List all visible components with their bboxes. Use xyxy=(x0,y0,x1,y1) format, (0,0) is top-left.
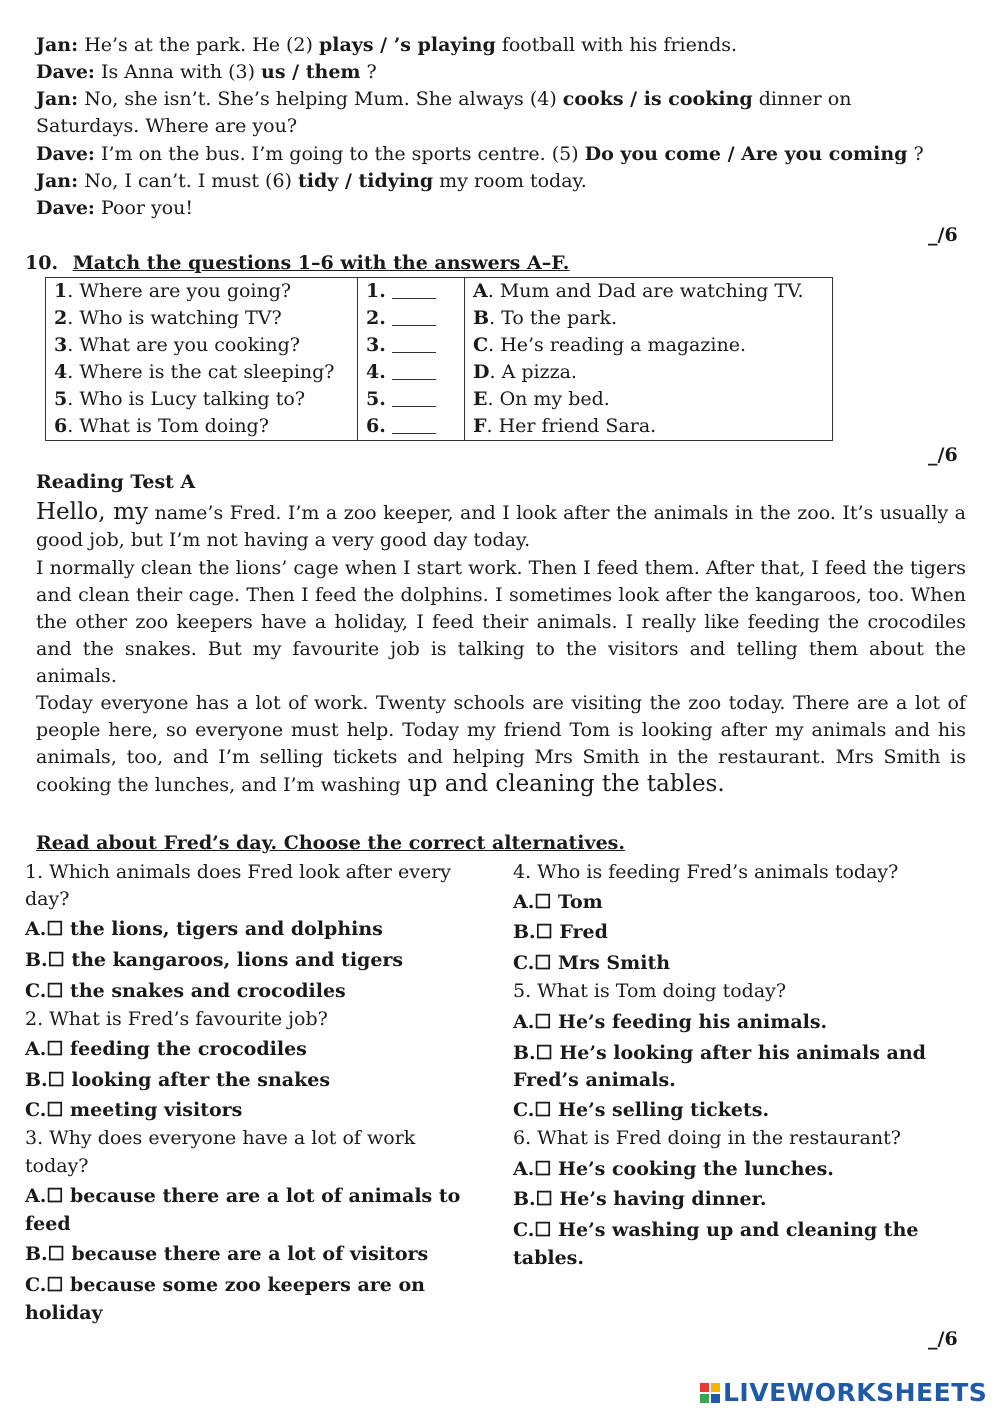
q6-option-c-cont: tables. xyxy=(513,1247,584,1269)
dialogue-text: Saturdays. Where are you? xyxy=(36,115,298,137)
choice[interactable]: tidy / tidying xyxy=(298,170,434,192)
question-number: 6 xyxy=(54,415,68,437)
answer-text: . Her friend Sara. xyxy=(486,415,657,437)
question-2: 2. What is Fred’s favourite job? xyxy=(25,1008,328,1030)
question-cell xyxy=(46,305,358,332)
q3-option-a-cont: feed xyxy=(25,1213,71,1235)
q6-option-a[interactable]: A.☐ He’s cooking the lunches. xyxy=(513,1158,834,1180)
question-cell xyxy=(46,278,358,306)
question-3-cont: today? xyxy=(25,1155,89,1177)
answer-cell xyxy=(465,278,833,306)
dialogue-line-3 xyxy=(36,86,851,113)
question-text: . What are you cooking? xyxy=(67,334,300,356)
q6-option-b[interactable]: B.☐ He’s having dinner. xyxy=(513,1188,767,1210)
match-row xyxy=(46,305,833,332)
question-3: 3. Why does everyone have a lot of work xyxy=(25,1127,416,1149)
answer-blank[interactable] xyxy=(392,361,436,380)
q1-option-c[interactable]: C.☐ the snakes and crocodiles xyxy=(25,980,346,1002)
question-4: 4. Who is feeding Fred’s animals today? xyxy=(513,861,899,883)
dialogue-text: my room today. xyxy=(433,170,587,192)
q5-option-b-cont: Fred’s animals. xyxy=(513,1069,676,1091)
q5-option-c[interactable]: C.☐ He’s selling tickets. xyxy=(513,1099,770,1121)
q4-option-c[interactable]: C.☐ Mrs Smith xyxy=(513,952,671,974)
q1-option-b[interactable]: B.☐ the kangaroos, lions and tigers xyxy=(25,949,404,971)
question-cell xyxy=(46,332,358,359)
speaker: Jan: xyxy=(36,34,79,56)
q4-option-a[interactable]: A.☐ Tom xyxy=(513,891,603,913)
answer-number: 3. xyxy=(366,334,386,356)
quiz-title: Read about Fred’s day. Choose the correct alternatives. xyxy=(36,832,625,854)
answer-letter: C xyxy=(473,334,489,356)
question-5: 5. What is Tom doing today? xyxy=(513,980,787,1002)
answer-cell xyxy=(465,305,833,332)
dialogue-text: football with his friends. xyxy=(495,34,738,56)
paragraph-start: Hello, my xyxy=(36,499,149,525)
answer-letter: F xyxy=(473,415,487,437)
dialogue-line-7 xyxy=(36,195,193,222)
exercise-10-heading xyxy=(25,250,569,277)
q2-option-a[interactable]: A.☐ feeding the crocodiles xyxy=(25,1038,307,1060)
question-number: 2 xyxy=(54,307,68,329)
liveworksheets-logo[interactable] xyxy=(700,1378,987,1407)
answer-number: 1. xyxy=(366,280,386,302)
dialogue-text: He’s at the park. He (2) xyxy=(84,34,319,56)
answer-text: . On my bed. xyxy=(487,388,610,410)
answer-text: . To the park. xyxy=(489,307,618,329)
choice[interactable]: Do you come / Are you coming xyxy=(584,143,908,165)
answer-text: . Mum and Dad are watching TV. xyxy=(487,280,804,302)
match-row xyxy=(46,278,833,306)
answer-slot-cell xyxy=(358,386,465,413)
question-text: . Where are you going? xyxy=(67,280,292,302)
answer-cell xyxy=(465,386,833,413)
dialogue-text: No, I can’t. I must (6) xyxy=(84,170,299,192)
answer-number: 4. xyxy=(366,361,386,383)
answer-letter: A xyxy=(473,280,488,302)
paragraph-end: up and cleaning the tables. xyxy=(400,771,725,797)
question-number: 4 xyxy=(54,361,68,383)
q3-option-c-cont: holiday xyxy=(25,1302,103,1324)
question-number: 5 xyxy=(54,388,68,410)
match-row xyxy=(46,413,833,441)
answer-blank[interactable] xyxy=(392,334,436,353)
question-1: 1. Which animals does Fred look after every xyxy=(25,861,452,883)
reading-paragraph-1 xyxy=(36,499,966,554)
answer-letter: D xyxy=(473,361,490,383)
exercise-title: Match the questions 1–6 with the answers A–F. xyxy=(72,252,570,274)
match-table xyxy=(45,277,833,441)
q5-option-a[interactable]: A.☐ He’s feeding his animals. xyxy=(513,1011,828,1033)
paragraph-text: Today everyone has a lot of work. Twenty schools are visiting the zoo today. There are a lot of people here, so everyone must help. Today my friend Tom is looking after my animals and his animals, too, and I’m selling tickets and helping Mrs Smith in the restaurant. Mrs Smith is cooking the lunches, and I’m washing xyxy=(36,692,966,796)
dialogue-line-5 xyxy=(36,141,924,168)
dialogue-line-2 xyxy=(36,59,377,86)
answer-blank[interactable] xyxy=(392,307,436,326)
speaker: Jan: xyxy=(36,88,79,110)
answer-letter: B xyxy=(473,307,490,329)
answer-blank[interactable] xyxy=(392,280,436,299)
answer-text: . A pizza. xyxy=(489,361,577,383)
score-label: _/6 xyxy=(928,1328,958,1350)
dialogue-line-6 xyxy=(36,168,587,195)
answer-number: 5. xyxy=(366,388,386,410)
q1-option-a[interactable]: A.☐ the lions, tigers and dolphins xyxy=(25,918,383,940)
question-cell xyxy=(46,413,358,441)
answer-text: . He’s reading a magazine. xyxy=(488,334,746,356)
match-row xyxy=(46,359,833,386)
dialogue-text: Poor you! xyxy=(100,197,194,219)
question-cell xyxy=(46,359,358,386)
q5-option-b[interactable]: B.☐ He’s looking after his animals and xyxy=(513,1042,926,1064)
answer-number: 6. xyxy=(366,415,386,437)
dialogue-text: ? xyxy=(360,61,377,83)
question-6: 6. What is Fred doing in the restaurant? xyxy=(513,1127,901,1149)
reading-title: Reading Test A xyxy=(36,471,196,493)
question-number: 1 xyxy=(54,280,68,302)
answer-cell xyxy=(465,332,833,359)
answer-cell xyxy=(465,413,833,441)
answer-slot-cell xyxy=(358,305,465,332)
answer-slot-cell xyxy=(358,332,465,359)
answer-blank[interactable] xyxy=(392,388,436,407)
answer-slot-cell xyxy=(358,278,465,306)
dialogue-line-1 xyxy=(36,32,737,59)
q3-option-a[interactable]: A.☐ because there are a lot of animals to xyxy=(25,1185,461,1207)
choice[interactable]: us / them xyxy=(261,61,361,83)
dialogue-text: No, she isn’t. She’s helping Mum. She always (4) xyxy=(84,88,563,110)
answer-cell xyxy=(465,359,833,386)
answer-number: 2. xyxy=(366,307,386,329)
match-row xyxy=(46,332,833,359)
dialogue-line-4 xyxy=(36,113,297,140)
exercise-number: 10. xyxy=(25,252,59,274)
q6-option-c[interactable]: C.☐ He’s washing up and cleaning the xyxy=(513,1219,919,1241)
dialogue-text: dinner on xyxy=(752,88,852,110)
dialogue-text: I’m on the bus. I’m going to the sports centre. (5) xyxy=(100,143,585,165)
answer-slot-cell xyxy=(358,359,465,386)
q2-option-b[interactable]: B.☐ looking after the snakes xyxy=(25,1069,331,1091)
answer-slot-cell xyxy=(358,413,465,441)
speaker: Jan: xyxy=(36,170,79,192)
q2-option-c[interactable]: C.☐ meeting visitors xyxy=(25,1099,243,1121)
speaker: Dave: xyxy=(36,143,95,165)
answer-blank[interactable] xyxy=(392,415,436,434)
question-text: . What is Tom doing? xyxy=(67,415,269,437)
choice[interactable]: cooks / is cooking xyxy=(562,88,753,110)
choice[interactable]: plays / ’s playing xyxy=(318,34,496,56)
speaker: Dave: xyxy=(36,61,95,83)
q3-option-c[interactable]: C.☐ because some zoo keepers are on xyxy=(25,1274,425,1296)
question-text: . Who is watching TV? xyxy=(67,307,282,329)
dialogue-text: ? xyxy=(907,143,924,165)
question-number: 3 xyxy=(54,334,68,356)
score-label: _/6 xyxy=(928,444,958,466)
question-text: . Who is Lucy talking to? xyxy=(67,388,306,410)
answer-letter: E xyxy=(473,388,488,410)
match-row xyxy=(46,386,833,413)
question-cell xyxy=(46,386,358,413)
q4-option-b[interactable]: B.☐ Fred xyxy=(513,921,608,943)
speaker: Dave: xyxy=(36,197,95,219)
dialogue-text: Is Anna with (3) xyxy=(100,61,262,83)
q3-option-b[interactable]: B.☐ because there are a lot of visitors xyxy=(25,1243,429,1265)
reading-paragraph-2: I normally clean the lions’ cage when I start work. Then I feed them. After that, I feed the tigers and clean their cage. Then I feed the dolphins. I sometimes look after the kangaroos, too. When the other zoo keepers have a holiday, I feed their animals. I really like feeding the crocodiles and the snakes. But my favourite job is talking to the visitors and telling them about the animals. xyxy=(36,557,966,687)
question-1-cont: day? xyxy=(25,888,70,910)
reading-paragraph-3 xyxy=(36,690,966,799)
score-label: _/6 xyxy=(928,224,958,246)
paragraph-text: name’s Fred. I’m a zoo keeper, and I look after the animals in the zoo. It’s usually a good job, but I’m not having a very good day today. xyxy=(36,502,967,551)
logo-grid-icon xyxy=(700,1383,720,1403)
logo-text: LIVEWORKSHEETS xyxy=(723,1378,988,1407)
question-text: . Where is the cat sleeping? xyxy=(67,361,335,383)
